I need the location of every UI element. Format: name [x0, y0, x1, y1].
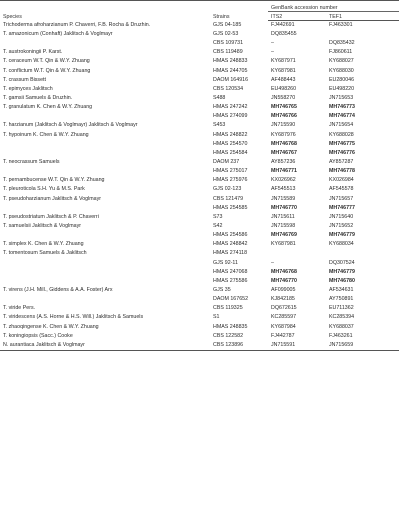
its2-accession-cell: FJ442691: [271, 21, 295, 28]
species-name-cell: T. pseudostriatum Jaklitsch & P. Chaverri: [3, 213, 99, 220]
table-row: [0, 195, 399, 204]
species-name-cell: [0, 112, 210, 121]
its2-accession-cell: KY687971: [271, 58, 296, 65]
strains-column-header: Strains: [210, 1, 268, 21]
strain-cell: S488: [213, 95, 226, 102]
species-name-cell: [0, 295, 210, 304]
species-name-cell: [0, 204, 210, 213]
strain-cell: S42: [213, 223, 223, 230]
species-name-cell: T. koningiopsis (Sacc.) Cooke: [3, 332, 73, 339]
table-row: [0, 231, 399, 240]
strain-cell: HMAS 254570: [213, 140, 248, 147]
its2-column-header: ITS2: [268, 12, 326, 21]
table-row: [0, 85, 399, 94]
strain-cell: GJS 35: [213, 287, 231, 293]
table-row: [0, 103, 399, 112]
strain-cell: S1: [213, 314, 220, 321]
its2-accession-cell: MH746770: [271, 277, 297, 284]
tef1-accession-cell: JN715657: [329, 195, 354, 202]
its2-accession-cell: MH746766: [271, 113, 297, 120]
table-row: [0, 314, 399, 323]
table-row: [0, 158, 399, 167]
tef1-accession-cell: MH746780: [329, 277, 355, 284]
tef1-accession-cell: AY750891: [329, 296, 354, 303]
species-name-cell: [0, 277, 210, 286]
strain-cell: HMAS 275976: [213, 177, 248, 184]
strain-cell: HMAS 254584: [213, 149, 248, 156]
species-name-cell: N. aurantiaca Jaklitsch & Voglmayr: [0, 341, 210, 351]
tef1-accession-cell: EU498220: [329, 85, 355, 92]
strain-cell: GJS 02-53: [213, 31, 239, 38]
strain-cell: GJS 02-123: [213, 186, 242, 193]
table-row: [0, 21, 399, 31]
strain-cell: HMAS 254586: [213, 232, 248, 239]
its2-accession-cell: MH746767: [271, 149, 297, 156]
its2-accession-cell: AF545513: [271, 186, 296, 193]
its2-accession-cell: JN715589: [271, 195, 296, 202]
strain-cell: HMAS 248835: [213, 323, 248, 330]
species-name-cell: T. harzianum (Jaklitsch & Voglmayr) Jaklitsch & Voglmayr: [3, 122, 138, 129]
its2-accession-cell: KJ842185: [271, 296, 295, 303]
tef1-accession-cell: EU280046: [329, 76, 355, 83]
tef1-accession-cell: MH746779: [329, 268, 355, 275]
table-row: [0, 149, 399, 158]
tef1-accession-cell: DQ835432: [329, 40, 355, 47]
table-row: [0, 112, 399, 121]
species-name-cell: T. viridescens (A.S. Horne & H.S. Will.) Jaklitsch & Samuels: [3, 314, 144, 321]
species-name-cell: T. ceraceum W.T. Qin & W.Y. Zhuang: [3, 58, 90, 65]
tef1-accession-cell: KY688030: [329, 67, 354, 74]
table-row: [0, 250, 399, 259]
its2-accession-cell: JN715611: [271, 213, 295, 220]
its2-accession-cell: KY687984: [271, 323, 296, 330]
tef1-accession-cell: MH746776: [329, 149, 355, 156]
tef1-column-header: TEF1: [326, 12, 399, 21]
strain-cell: DAOM 164916: [213, 76, 249, 83]
tef1-accession-cell: KY688037: [329, 323, 354, 330]
table-row: [0, 76, 399, 85]
strain-cell: CBS 119325: [213, 305, 243, 312]
its2-accession-cell: DQ672615: [271, 305, 297, 312]
its2-accession-cell: KX026962: [271, 177, 296, 184]
table-row: [0, 167, 399, 176]
table-row: [0, 94, 399, 103]
tef1-accession-cell: AF545578: [329, 186, 354, 193]
strain-cell: DAOM 167652: [213, 296, 249, 303]
table-row: [0, 140, 399, 149]
table-row: [0, 176, 399, 185]
tef1-accession-cell: KY688028: [329, 131, 354, 138]
table-row: [0, 67, 399, 76]
tef1-accession-cell: DQ307524: [329, 259, 355, 266]
species-column-header: Species: [0, 1, 210, 21]
its2-accession-cell: –: [271, 40, 274, 47]
table-row: [0, 259, 399, 268]
table-row: [0, 58, 399, 67]
strain-cell: CBS 123896: [210, 341, 268, 351]
strain-cell: HMAS 248822: [213, 131, 248, 138]
tef1-accession-cell: MH746775: [329, 140, 355, 147]
its2-accession-cell: FJ442787: [271, 332, 295, 339]
strain-cell: CBS 109731: [213, 40, 244, 47]
tef1-accession-cell: MH746778: [329, 168, 355, 175]
table-body: [0, 21, 399, 351]
table-row: [0, 277, 399, 286]
strain-cell: DAOM 237: [213, 159, 240, 166]
its2-accession-cell: JN715598: [271, 223, 296, 230]
species-name-cell: T. epimyces Jaklitsch: [3, 85, 53, 92]
its2-accession-cell: KC285597: [271, 314, 297, 321]
tef1-accession-cell: AY857287: [329, 159, 354, 166]
strain-cell: CBS 119489: [213, 49, 243, 56]
species-name-cell: [0, 149, 210, 158]
strain-cell: S73: [213, 213, 223, 220]
its2-accession-cell: JN558270: [271, 95, 296, 102]
its2-accession-cell: [268, 250, 326, 259]
its2-accession-cell: MH746765: [271, 104, 297, 111]
species-name-cell: [0, 140, 210, 149]
tef1-accession-cell: MH746774: [329, 113, 355, 120]
strain-cell: HMAS 275586: [213, 277, 248, 284]
strain-cell: HMAS 274099: [213, 113, 248, 120]
table-row: [0, 30, 399, 39]
tef1-accession-cell: JN715652: [329, 223, 354, 230]
tef1-accession-cell: JN715659: [326, 341, 399, 351]
table-row: [0, 131, 399, 140]
species-name-cell: T. conflictum W.T. Qin & W.Y. Zhuang: [3, 67, 91, 74]
table-row: [0, 240, 399, 249]
tef1-accession-cell: MH746773: [329, 104, 355, 111]
its2-accession-cell: MH746770: [271, 204, 297, 211]
its2-accession-cell: MH746771: [271, 168, 297, 175]
strain-cell: HMAS 244705: [213, 67, 248, 74]
strain-cell: GJS 04-185: [213, 21, 242, 28]
species-name-cell: T. samuelsii Jaklitsch & Voglmayr: [3, 223, 82, 230]
species-name-cell: T. austrokoningii P. Karst.: [3, 49, 63, 56]
species-name-cell: T. simplex K. Chen & W.Y. Zhuang: [3, 241, 84, 248]
tef1-accession-cell: KY688027: [329, 58, 354, 65]
its2-accession-cell: MH746768: [271, 268, 297, 275]
strain-cell: HMAS 248833: [213, 58, 248, 65]
species-name-cell: T. viride Pers.: [3, 305, 36, 312]
strain-cell: GJS 92-11: [213, 259, 238, 266]
species-name-cell: T. virens (J.H. Mill., Giddens & A.A. Foster) Arx: [3, 287, 113, 293]
strain-cell: HMAS 247068: [213, 268, 248, 275]
strain-cell: CBS 121479: [213, 195, 244, 202]
species-name-cell: T. granulatum K. Chen & W.Y. Zhuang: [3, 104, 93, 111]
species-name-cell: [0, 268, 210, 277]
its2-accession-cell: MH746768: [271, 140, 297, 147]
species-name-cell: T. tomentosum Samuels & Jaklitsch: [3, 250, 87, 257]
strain-cell: HMAS 247242: [213, 104, 248, 111]
strain-cell: HMAS 254585: [213, 204, 248, 211]
table-row: [0, 332, 399, 341]
tef1-accession-cell: KY688034: [329, 241, 354, 248]
its2-accession-cell: KY687981: [271, 67, 296, 74]
tef1-accession-cell: JN715654: [329, 122, 354, 129]
species-name-cell: T. pseudoharzianum Jaklitsch & Voglmayr: [3, 195, 102, 202]
species-name-cell: [0, 259, 210, 268]
its2-accession-cell: JN715591: [268, 341, 326, 351]
its2-accession-cell: AF099005: [271, 287, 296, 293]
its2-accession-cell: KY687976: [271, 131, 296, 138]
strain-cell: CBS 120534: [213, 85, 244, 92]
tef1-accession-cell: EU711362: [329, 305, 354, 312]
table-row: [0, 48, 399, 57]
species-name-cell: [0, 39, 210, 48]
table-row: [0, 222, 399, 231]
tef1-accession-cell: KX026984: [329, 177, 354, 184]
its2-accession-cell: DQ835455: [271, 31, 297, 38]
table-row: [0, 304, 399, 313]
species-name-cell: T. pleuroticola S.H. Yu & M.S. Park: [3, 186, 85, 193]
species-name-cell: [0, 231, 210, 240]
tef1-accession-cell: JN715640: [329, 213, 354, 220]
strain-cell: S453: [213, 122, 226, 129]
table-row: [0, 286, 399, 295]
tef1-accession-cell: JN715653: [329, 95, 354, 102]
tef1-accession-cell: [326, 30, 399, 39]
its2-accession-cell: EU498260: [271, 85, 297, 92]
strain-cell: HMAS 275017: [213, 168, 248, 175]
table-row: [0, 268, 399, 277]
tef1-accession-cell: FJ463301: [329, 21, 353, 28]
table-row: [0, 341, 399, 351]
tef1-accession-cell: FJ860611: [329, 49, 353, 56]
species-name-cell: T. gamsii Samuels & Druzhin.: [3, 95, 73, 102]
strain-cell: CBS 122582: [213, 332, 244, 339]
tef1-accession-cell: FJ463261: [329, 332, 353, 339]
species-name-cell: [0, 167, 210, 176]
species-name-cell: T. crassum Bissett: [3, 76, 46, 83]
strain-cell: HMAS 248842: [213, 241, 248, 248]
species-name-cell: T. neocrassum Samuels: [3, 159, 60, 166]
species-name-cell: T. zhaoqingense K. Chen & W.Y. Zhuang: [3, 323, 99, 330]
tef1-accession-cell: AF534631: [329, 287, 354, 293]
its2-accession-cell: MH746769: [271, 232, 297, 239]
table-header: [0, 1, 399, 21]
table-row: [0, 39, 399, 48]
table-row: [0, 204, 399, 213]
table-row: [0, 186, 399, 195]
tef1-accession-cell: MH746777: [329, 204, 355, 211]
species-name-cell: Trichoderma afroharzianum P. Chaverri, F.B. Rocha & Druzhin.: [3, 21, 151, 28]
tef1-accession-cell: [326, 250, 399, 259]
species-name-cell: T. pernambucense W.T. Qin & W.Y. Zhuang: [3, 177, 105, 184]
table-row: [0, 295, 399, 304]
genbank-column-group-header: GenBank accession number: [268, 1, 399, 12]
tef1-accession-cell: MH746779: [329, 232, 355, 239]
tef1-accession-cell: KC285394: [329, 314, 355, 321]
its2-accession-cell: AY857236: [271, 159, 296, 166]
species-name-cell: T. amazonicum (Conhaft) Jaklitsch & Voglmayr: [3, 31, 113, 38]
table-row: [0, 213, 399, 222]
its2-accession-cell: AF488443: [271, 76, 296, 83]
its2-accession-cell: –: [271, 49, 274, 56]
table-row: [0, 122, 399, 131]
its2-accession-cell: JN715590: [271, 122, 296, 129]
strain-cell: HMAS 274118: [213, 250, 248, 257]
its2-accession-cell: KY687981: [271, 241, 296, 248]
species-name-cell: T. hypoinum K. Chen & W.Y. Zhuang: [3, 131, 89, 138]
table-row: [0, 323, 399, 332]
its2-accession-cell: –: [271, 259, 274, 266]
